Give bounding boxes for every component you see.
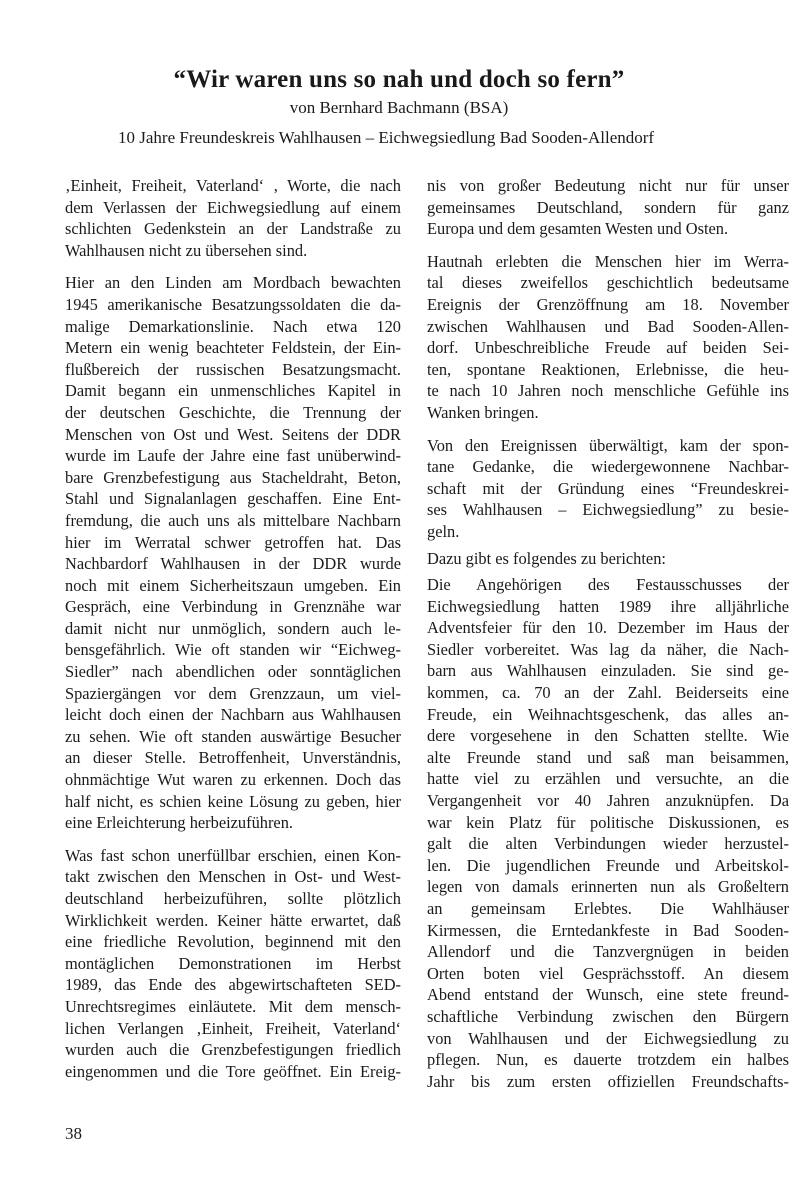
text-line: Siedler” nach abendlichen oder sonntäglichen <box>65 662 401 682</box>
text-line: schlichten Gedenkstein an der Landstraße zu <box>65 219 401 239</box>
paragraph <box>65 845 401 1083</box>
text-line: zwischen Wahlhausen und Bad Sooden-Allen- <box>427 316 789 336</box>
text-line: ses Wahlhausen – Eichwegsiedlung” zu besie- <box>427 500 789 520</box>
text-line: wurden auch die Grenzbefestigungen friedlich <box>65 1040 401 1060</box>
text-line: Allendorf und die Tanzvergnügen in beiden <box>427 942 789 962</box>
text-line: damit nicht nur unmöglich, sondern auch le- <box>65 618 401 638</box>
article-title-text: “Wir waren uns so nah und doch so fern” <box>173 66 625 93</box>
text-line: hier im Werratal schwer getroffen hat. Das <box>65 532 401 552</box>
text-line: half nicht, es schien keine Lösung zu geben, hier <box>65 791 401 811</box>
paragraph <box>427 435 789 543</box>
text-line: dem Verlassen der Eichwegsiedlung auf einem <box>65 197 401 217</box>
text-line: noch mit einem Sicherheitszaun umgeben. Ein <box>65 575 401 595</box>
text-line: Unrechtsregimes einläutete. Mit dem mensch- <box>65 996 401 1016</box>
text-line: Freude, ein Weihnachtsgeschenk, das alles an- <box>427 704 789 724</box>
text-line: nis von großer Bedeutung nicht nur für unser <box>427 176 789 195</box>
text-line: der deutschen Geschichte, die Trennung der <box>65 402 401 422</box>
paragraph <box>427 548 789 570</box>
text-line: 1989, das Ende des abgewirtschafteten SED- <box>65 975 401 995</box>
paragraph <box>427 574 789 1092</box>
text-line: galt die alten Verbindungen wieder herzustel- <box>427 834 789 854</box>
text-line: von Wahlhausen und der Eichwegsiedlung zu <box>427 1028 789 1048</box>
text-line: eine friedliche Revolution, beginnend mit den <box>65 932 401 952</box>
text-line: Damit begann ein unmenschliches Kapitel in <box>65 381 401 401</box>
text-line: Spaziergängen vor dem Grenzzaun, um viel- <box>65 683 401 703</box>
text-line: Menschen von Ost und West. Seitens der DDR <box>65 424 401 444</box>
text-line: legen von damals erinnerten nun als Großeltern <box>427 877 789 897</box>
text-line: Europa und dem gesamten Westen und Osten. <box>427 219 729 239</box>
right-column <box>427 175 789 1103</box>
text-line: len. Die jugendlichen Freunde und Arbeitskol- <box>427 855 789 875</box>
paragraph <box>427 175 789 240</box>
text-line: Gespräch, eine Verbindung in Grenznähe war <box>65 597 401 617</box>
text-line: Was fast schon unerfüllbar erschien, einen Kon- <box>65 845 401 865</box>
text-line: 1945 amerikanische Besatzungssoldaten die da- <box>65 294 401 314</box>
text-line: schaft mit der Gründung eines “Freundeskrei- <box>427 478 789 498</box>
text-line: ohnmächtige Wut waren zu erkennen. Doch das <box>65 770 401 790</box>
text-line: an dieser Stelle. Betroffenheit, Unverständnis, <box>65 748 401 768</box>
text-line: bensgefährlich. Wie oft standen wir “Eichweg- <box>65 640 401 660</box>
text-line: lichen Verlangen ‚Einheit, Freiheit, Vaterland‘ <box>65 1018 401 1038</box>
text-line: dere vorgesehene in den Schatten stellte. Wie <box>427 726 789 746</box>
text-line: an gemeinsam Erlebtes. Die Wahlhäuser <box>427 899 789 918</box>
text-line: deutschland herbeizuführen, sollte plötzlich <box>65 889 401 908</box>
left-column <box>65 175 401 1093</box>
text-line: Siedler vorbereitet. Was lag da näher, die Nach- <box>427 639 789 659</box>
text-line: alte Freunde stand und saß man beisammen, <box>427 747 789 767</box>
text-line: bare Grenzbefestigung aus Stacheldraht, Beton, <box>65 467 401 487</box>
text-line: geln. <box>427 521 460 541</box>
text-line: Orten boten viel Gesprächsstoff. An diesem <box>427 963 789 983</box>
text-line: leicht doch einen der Nachbarn aus Wahlhausen <box>65 705 401 725</box>
text-line: Adventsfeier für den 10. Dezember im Haus der <box>427 618 789 638</box>
text-line: hatte viel zu erzählen und versuchte, an die <box>427 769 789 789</box>
text-line: Wanken bringen. <box>427 402 539 422</box>
text-line: Hier an den Linden am Mordbach bewachten <box>65 273 401 293</box>
paragraph <box>65 272 401 833</box>
text-line: eingenommen und die Tore geöffnet. Ein Ereig- <box>65 1061 401 1081</box>
text-line: eine Erleichterung herbeizuführen. <box>65 813 293 833</box>
article-title <box>0 66 798 94</box>
text-line: Hautnah erlebten die Menschen hier im Werra- <box>427 251 789 271</box>
text-line: gemeinsames Deutschland, sondern für ganz <box>427 197 789 217</box>
text-line: tal dieses zweifellos geschichtlich bedeutsame <box>427 273 789 293</box>
text-line: kommen, ca. 70 an der Zahl. Beiderseits eine <box>427 683 789 703</box>
text-line: Abend entstand der Wunsch, eine stete freund- <box>427 985 789 1005</box>
text-line: schaftliche Verbindung zwischen den Bürgern <box>427 1006 789 1026</box>
text-line: malige Demarkationslinie. Nach etwa 120 <box>65 316 401 336</box>
text-line: takt zwischen den Menschen in Ost- und West- <box>65 867 401 887</box>
text-line: Eichwegsiedlung hatten 1989 ihre alljährliche <box>427 596 789 616</box>
text-line: Ereignis der Grenzöffnung am 18. November <box>427 294 789 314</box>
paragraph <box>65 175 401 261</box>
text-line: Wirklichkeit werden. Keiner hätte erwartet, daß <box>65 910 401 930</box>
text-line: wurde im Laufe der Jahre eine fast unüberwind- <box>65 446 401 466</box>
text-line: fremdung, die auch uns als mittelbare Nachbarn <box>65 510 401 530</box>
text-line: Stahl und Signalanlagen geschaffen. Eine Ent- <box>65 489 401 509</box>
article-subtitle: 10 Jahre Freundeskreis Wahlhausen – Eichwegsiedlung Bad Sooden-Allendorf <box>118 128 655 147</box>
text-line: ten, spontane Reaktionen, Erlebnisse, die heu- <box>427 359 789 379</box>
text-line: Nachbardorf Wahlhausen in der DDR wurde <box>65 554 401 574</box>
article-author-text: von Bernhard Bachmann (BSA) <box>289 98 509 117</box>
text-line: pflegen. Nun, es dauerte trotzdem ein halbes <box>427 1050 789 1070</box>
page-number: 38 <box>65 1124 82 1143</box>
paragraph <box>427 251 789 424</box>
text-line: war kein Platz für politische Diskussionen, es <box>427 812 789 832</box>
text-line: montäglichen Demonstrationen im Herbst <box>65 953 401 973</box>
text-line: flußbereich der russischen Besatzungsmacht. <box>65 359 401 379</box>
text-line: Vergangenheit vor 40 Jahren anzuknüpfen. Da <box>427 791 789 811</box>
article-author <box>0 98 798 118</box>
text-line: Die Angehörigen des Festausschusses der <box>427 575 789 595</box>
text-line: Kirmessen, die Erntedankfeste in Bad Sooden- <box>427 920 789 940</box>
text-line: Von den Ereignissen überwältigt, kam der spon- <box>427 435 789 455</box>
text-line: barn aus Wahlhausen einzuladen. Sie sind ge- <box>427 661 789 681</box>
text-line: ‚Einheit, Freiheit, Vaterland‘ , Worte, die nach <box>65 176 401 195</box>
text-line: Wahlhausen nicht zu übersehen sind. <box>65 240 308 260</box>
text-line: tane Gedanke, die wiedergewonnene Nachbar- <box>427 457 789 477</box>
text-line: zu sehen. Wie oft standen auswärtige Besucher <box>65 726 401 746</box>
text-line: dorf. Unbeschreibliche Freude auf beiden Sei- <box>427 338 789 358</box>
text-line: Metern ein wenig beachteter Feldstein, der Ein- <box>65 338 401 358</box>
text-line: Dazu gibt es folgendes zu berichten: <box>427 548 666 568</box>
text-line: te nach 10 Jahren noch menschliche Gefühle ins <box>427 381 789 401</box>
text-line: Jahr bis zum ersten offiziellen Freundschafts- <box>427 1071 789 1091</box>
